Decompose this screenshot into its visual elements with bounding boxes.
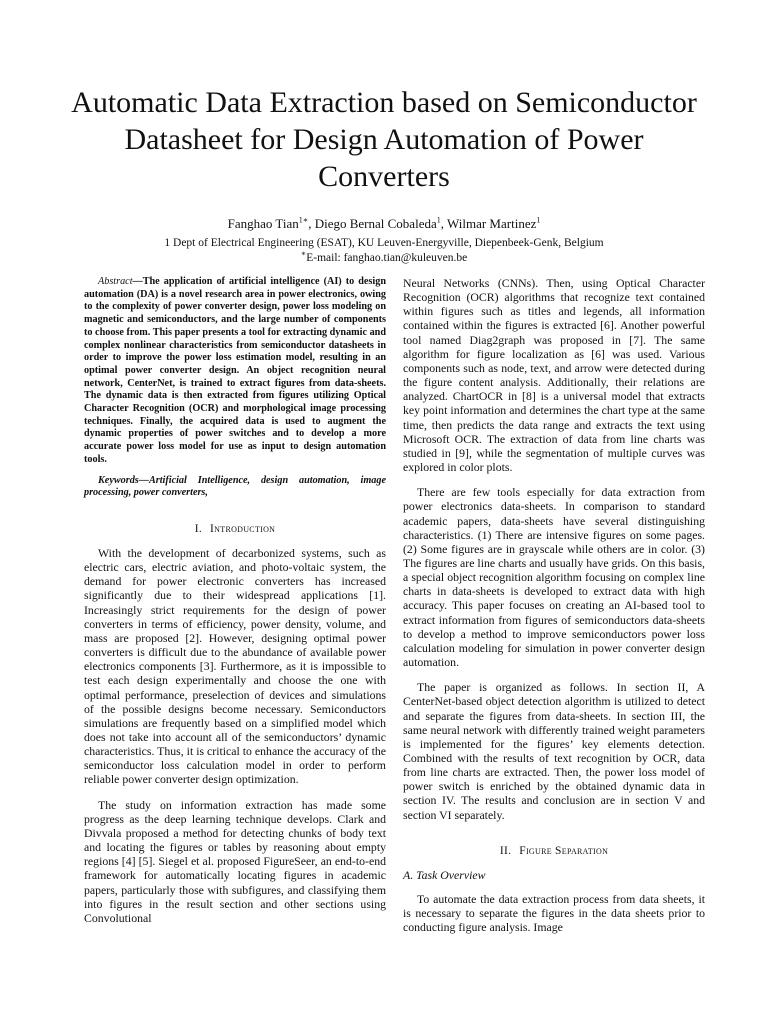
body-paragraph: The paper is organized as follows. In section II, A CenterNet-based object detection algorithm is utilized to detect and separate the figures from data-sheets. In section III, the same neural network with differently trained weight parameters is implemented for the figures’ key elements detection. Combined with the results of text recognition by OCR, data from line charts are extracted. Then, the power loss model of power switch is enriched by the obtained dynamic data in section IV. The results and conclusion are in section V and section VI separately.	[403, 680, 705, 822]
paper-title: Automatic Data Extraction based on Semiconductor Datasheet for Design Automation of Power Converters	[71, 86, 697, 193]
section-name: Figure Separation	[519, 844, 609, 857]
author-separator: ,	[308, 216, 315, 231]
section-number: I.	[194, 522, 203, 535]
keywords-label: Keywords	[98, 474, 139, 486]
section-number: II.	[499, 844, 512, 857]
author-separator: ,	[440, 216, 447, 231]
body-paragraph: To automate the data extraction process from data sheets, it is necessary to separate the figures in the data sheets prior to conducting figure analysis. Image	[403, 891, 705, 935]
contact-email	[60, 251, 708, 265]
abstract-label: Abstract	[98, 276, 133, 287]
keywords-body: —Artificial Intelligence, design automation, image processing, power converters,	[84, 474, 386, 499]
email-mark: ∗	[300, 249, 307, 259]
left-column	[84, 276, 386, 925]
body-paragraph: The study on information extraction has made some progress as the deep learning technique develops. Clark and Divvala proposed a method for detecting chunks of body text and locating the figures or tables by reasoning about empty regions [4] [5]. Siegel et al. proposed FigureSeer, an end-to-end framework for automatically locating figures in academic papers, particularly those with subfigures, and classifying them into figures in the result section and other sections using Convolutional	[84, 797, 386, 925]
author-affiliation-mark: 1∗	[298, 215, 309, 225]
section-heading	[84, 522, 386, 536]
right-column	[403, 276, 705, 934]
author-affiliation-mark: 1	[536, 215, 541, 225]
author-name: Diego Bernal Cobaleda	[314, 216, 437, 231]
subsection-heading: A. Task Overview	[403, 867, 486, 882]
section-heading	[403, 844, 705, 858]
body-paragraph: Neural Networks (CNNs). Then, using Optical Character Recognition (OCR) algorithms that recognize text contained within figures such as titles and legends, all information contained within the figures is extracted [6]. Another powerful tool named Diag2graph was proposed in [7]. The same algorithm for figure localization as [6] was used. Various components such as node, text, and arrow were detected during the figure content analysis. Additionally, their relations are analyzed. ChartOCR in [8] is a universal model that extracts key point information and determines the chart type at the same time, then predicts the data range and extracts the text using Microsoft OCR. The extraction of data from line charts was studied in [9], while the segmentation of multiple curves was explored in color plots.	[403, 276, 705, 475]
author-name: Fanghao Tian	[227, 216, 299, 231]
body-paragraph: With the development of decarbonized systems, such as electric cars, electric aviation, and photo-voltaic system, the demand for power electronic converters has increased significantly due to their widespread applications [1]. Increasingly strict requirements for the design of power converters in terms of efficiency, power density, volume, and mass are proposed [2]. However, designing optimal power converters is difficult due to the abundance of available power electronics components [3]. Furthermore, as it is impossible to test each design experimentally and choose the one with optimal performance, preselection of devices and simulations of the possible designs become necessary. Semiconductors simulations are frequently based on a simplified model which does not take into account all of the semiconductors’ dynamic characteristics. Thus, it is critical to enhance the accuracy of the semiconductor loss calculation model in order to perform reliable power converter design optimization.	[84, 545, 386, 787]
abstract-body: —The application of artificial intelligence (AI) to design automation (DA) is a novel research area in power electronics, owing to the complexity of power converter design, power loss modeling on magnetic and semiconductors, and the large number of components to choose from. This paper presents a tool for extracting dynamic and complex nonlinear characteristics from semiconductor datasheets in order to improve the power loss estimation model, resulting in an optimal power converter design. An object recognition neural network, CenterNet, is trained to extract figures from data-sheets. The dynamic data is then extracted from figures utilizing Optical Character Recognition (OCR) and morphological image processing techniques. Finally, the acquired data is used to augment the dynamic properties of power switches and to develop a more accurate power loss model for use as input to design automation tools.	[84, 276, 386, 465]
author-affiliation-mark: 1	[436, 215, 441, 225]
author-line	[60, 216, 708, 232]
author-name: Wilmar Martinez	[447, 216, 537, 231]
affiliation: 1 Dept of Electrical Engineering (ESAT), KU Leuven-Energyville, Diepenbeek-Genk, Belgium	[164, 237, 604, 249]
abstract	[84, 276, 386, 467]
section-name: Introduction	[210, 522, 276, 535]
keywords	[84, 475, 386, 500]
email-text: E-mail: fanghao.tian@kuleuven.be	[306, 252, 468, 264]
body-paragraph: There are few tools especially for data extraction from power electronics data-sheets. In comparison to standard academic papers, data-sheets have several distinguishing characteristics. (1) There are intensive figures on some pages. (2) Some figures are in grayscale while others are in color. (3) The figures are line charts and usually have grids. On this basis, a special object recognition algorithm focusing on complex line charts in data-sheets is developed to extract data with high accuracy. This paper focuses on creating an AI-based tool to extract information from figures of semiconductors data-sheets to develop a method to improve semiconductors power loss calculation modeling for simulation in power converter design automation.	[403, 485, 705, 670]
